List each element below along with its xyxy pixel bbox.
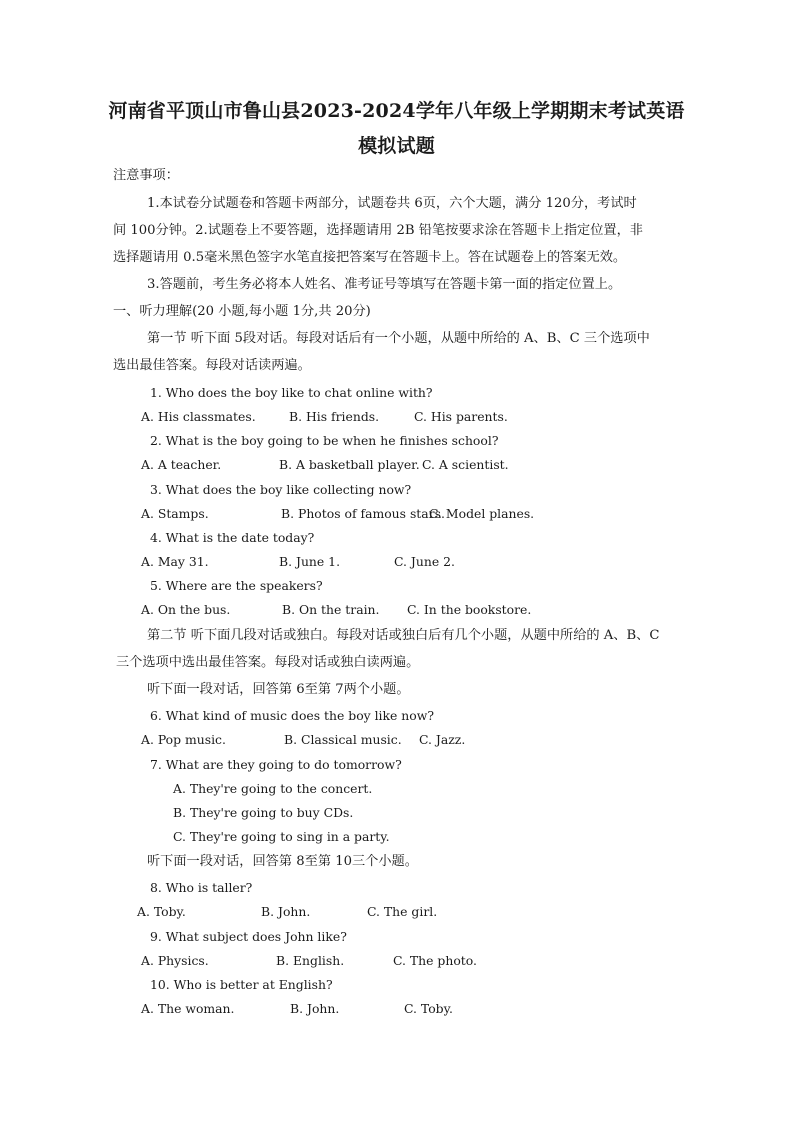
part1-instructions-line-2: 选出最佳答案。每段对话读两遍。 <box>113 358 311 373</box>
question-7: 7. What are they going to do tomorrow? <box>150 757 402 772</box>
question-2-option-b: B. A basketball player. <box>279 457 420 472</box>
question-2-option-c: C. A scientist. <box>422 457 509 472</box>
notice-paragraph-1-line-3: 选择题请用 0.5毫米黑色签字水笔直接把答案写在答题卡上。答在试题卷上的答案无效。 <box>113 250 627 265</box>
question-3-option-c: C. Model planes. <box>429 506 535 521</box>
question-2: 2. What is the boy going to be when he finishes school? <box>150 433 499 448</box>
part1-instructions-line-1: 第一节 听下面 5段对话。每段对话后有一个小题，从题中所给的 A、B、C 三个选项中 <box>147 331 650 346</box>
question-9: 9. What subject does John like? <box>150 929 347 944</box>
question-8-option-c: C. The girl. <box>367 904 438 919</box>
question-4-option-a: A. May 31. <box>141 554 209 569</box>
exam-title-line2: 模拟试题 <box>358 135 435 157</box>
part2-instructions-line-2: 三个选项中选出最佳答案。每段对话或独白读两遍。 <box>116 655 420 670</box>
dialogue-intro-6-7: 听下面一段对话，回答第 6至第 7两个小题。 <box>147 682 410 697</box>
question-3-option-b: B. Photos of famous stars. <box>281 506 445 521</box>
question-10: 10. Who is better at English? <box>150 977 333 992</box>
question-6: 6. What kind of music does the boy like now? <box>150 708 434 723</box>
question-4-option-b: B. June 1. <box>279 554 341 569</box>
question-9-option-b: B. English. <box>276 953 345 968</box>
question-10-option-a: A. The woman. <box>141 1001 235 1016</box>
exam-title-line1: 河南省平顶山市鲁山县2023-2024学年八年级上学期期末考试英语 <box>108 100 685 122</box>
question-1: 1. Who does the boy like to chat online with? <box>150 385 433 400</box>
question-5: 5. Where are the speakers? <box>150 578 323 593</box>
question-8-option-a: A. Toby. <box>137 904 186 919</box>
part2-instructions-line-1: 第二节 听下面几段对话或独白。每段对话或独白后有几个小题，从题中所给的 A、B、C <box>147 628 660 643</box>
question-9-option-a: A. Physics. <box>141 953 209 968</box>
question-4: 4. What is the date today? <box>150 530 315 545</box>
question-4-option-c: C. June 2. <box>394 554 455 569</box>
question-5-option-a: A. On the bus. <box>141 602 231 617</box>
question-3: 3. What does the boy like collecting now? <box>150 482 412 497</box>
question-7-option-b: B. They're going to buy CDs. <box>173 805 354 820</box>
question-6-option-a: A. Pop music. <box>141 732 226 747</box>
dialogue-intro-8-10: 听下面一段对话，回答第 8至第 10三个小题。 <box>147 854 418 869</box>
question-1-option-c: C. His parents. <box>414 409 508 424</box>
question-1-option-a: A. His classmates. <box>141 409 256 424</box>
notice-heading: 注意事项： <box>113 168 179 183</box>
question-5-option-c: C. In the bookstore. <box>407 602 532 617</box>
question-7-option-a: A. They're going to the concert. <box>173 781 373 796</box>
notice-paragraph-1-line-1: 1.本试卷分试题卷和答题卡两部分，试题卷共 6页，六个大题，满分 120分，考试时 <box>147 196 637 211</box>
question-10-option-b: B. John. <box>290 1001 340 1016</box>
question-8: 8. Who is taller? <box>150 880 253 895</box>
question-7-option-c: C. They're going to sing in a party. <box>173 829 390 844</box>
question-9-option-c: C. The photo. <box>393 953 477 968</box>
notice-paragraph-1-line-2: 间 100分钟。2.试题卷上不要答题，选择题请用 2B 铅笔按要求涂在答题卡上指定位置，非 <box>113 223 643 238</box>
question-5-option-b: B. On the train. <box>282 602 380 617</box>
question-2-option-a: A. A teacher. <box>141 457 222 472</box>
section-heading-listening: 一、听力理解(20 小题,每小题 1分,共 20分) <box>113 304 371 319</box>
question-1-option-b: B. His friends. <box>289 409 380 424</box>
question-3-option-a: A. Stamps. <box>141 506 209 521</box>
question-10-option-c: C. Toby. <box>404 1001 453 1016</box>
question-8-option-b: B. John. <box>261 904 311 919</box>
question-6-option-c: C. Jazz. <box>419 732 466 747</box>
question-6-option-b: B. Classical music. <box>284 732 402 747</box>
notice-paragraph-2: 3.答题前，考生务必将本人姓名、准考证号等填写在答题卡第一面的指定位置上。 <box>147 277 622 292</box>
